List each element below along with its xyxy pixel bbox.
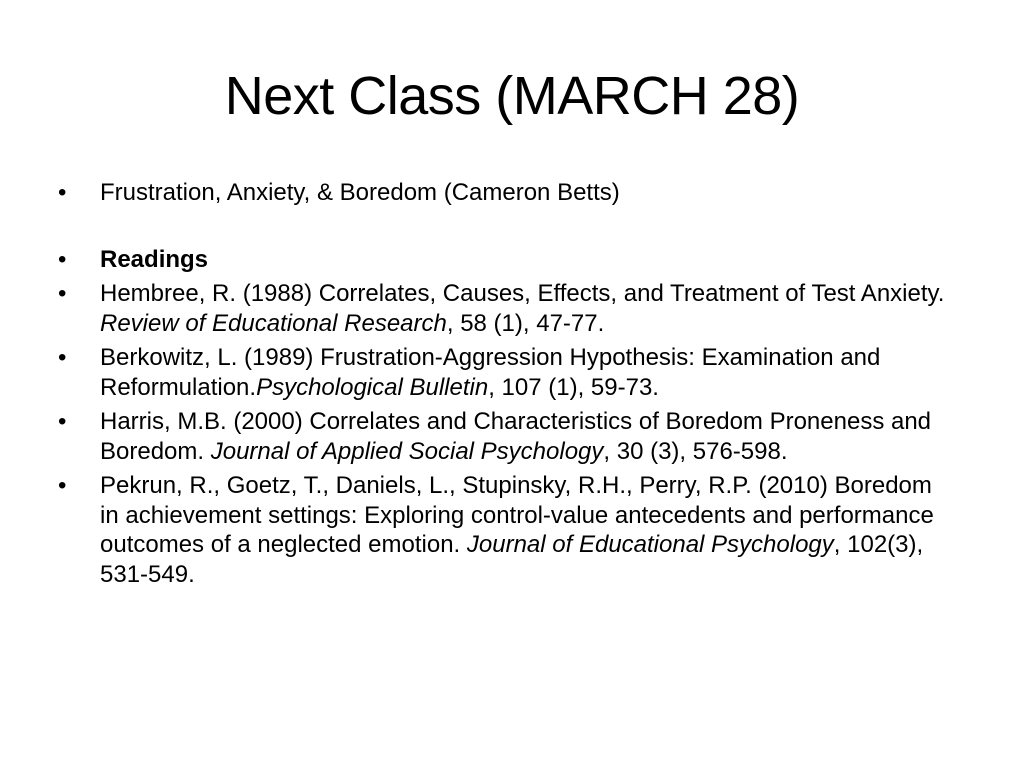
bullet-icon: • [58,280,67,307]
topic-text: Frustration, Anxiety, & Boredom (Cameron Betts) [100,179,620,206]
list-item-readings-heading [58,245,948,275]
reference-authors-title: Pekrun, R., Goetz, T., Daniels, L., Stupinsky, R.H., Perry, R.P. (2010) Boredom in achievement settings: Exploring control-value antecedents and performance outcomes of a neglected emotion. [100,472,934,558]
bullet-icon: • [58,344,67,371]
reference-volume-pages: , 58 (1), 47-77. [446,309,605,337]
list-item-reference [58,279,948,338]
reference-journal: Journal of Educational Psychology [466,531,834,558]
reference-volume-pages: , 102(3), 531-549. [100,531,924,588]
reference-journal: Psychological Bulletin [256,373,489,401]
reference-journal: Journal of Applied Social Psychology [210,437,604,465]
bullet-icon: • [58,179,67,206]
bullet-icon: • [58,472,67,499]
slide-title: Next Class (MARCH 28) [224,66,800,126]
readings-heading: Readings [100,245,209,273]
list-item-reference [58,407,948,466]
reference-authors-title: Berkowitz, L. (1989) Frustration-Aggression Hypothesis: Examination and Reformulation. [100,344,881,401]
reference-volume-pages: , 107 (1), 59-73. [488,373,659,401]
reference-authors-title: Harris, M.B. (2000) Correlates and Characteristics of Boredom Proneness and Boredom. [100,408,932,465]
reference-authors-title: Hembree, R. (1988) Correlates, Causes, Effects, and Treatment of Test Anxiety. [100,280,945,307]
bullet-icon: • [58,245,67,273]
list-item-topic [58,178,948,208]
bullet-icon: • [58,408,67,435]
list-item-reference [58,471,948,589]
bullet-list [58,178,948,594]
reference-journal: Review of Educational Research [100,309,447,337]
reference-volume-pages: , 30 (3), 576-598. [603,437,788,465]
list-item-reference [58,343,948,402]
